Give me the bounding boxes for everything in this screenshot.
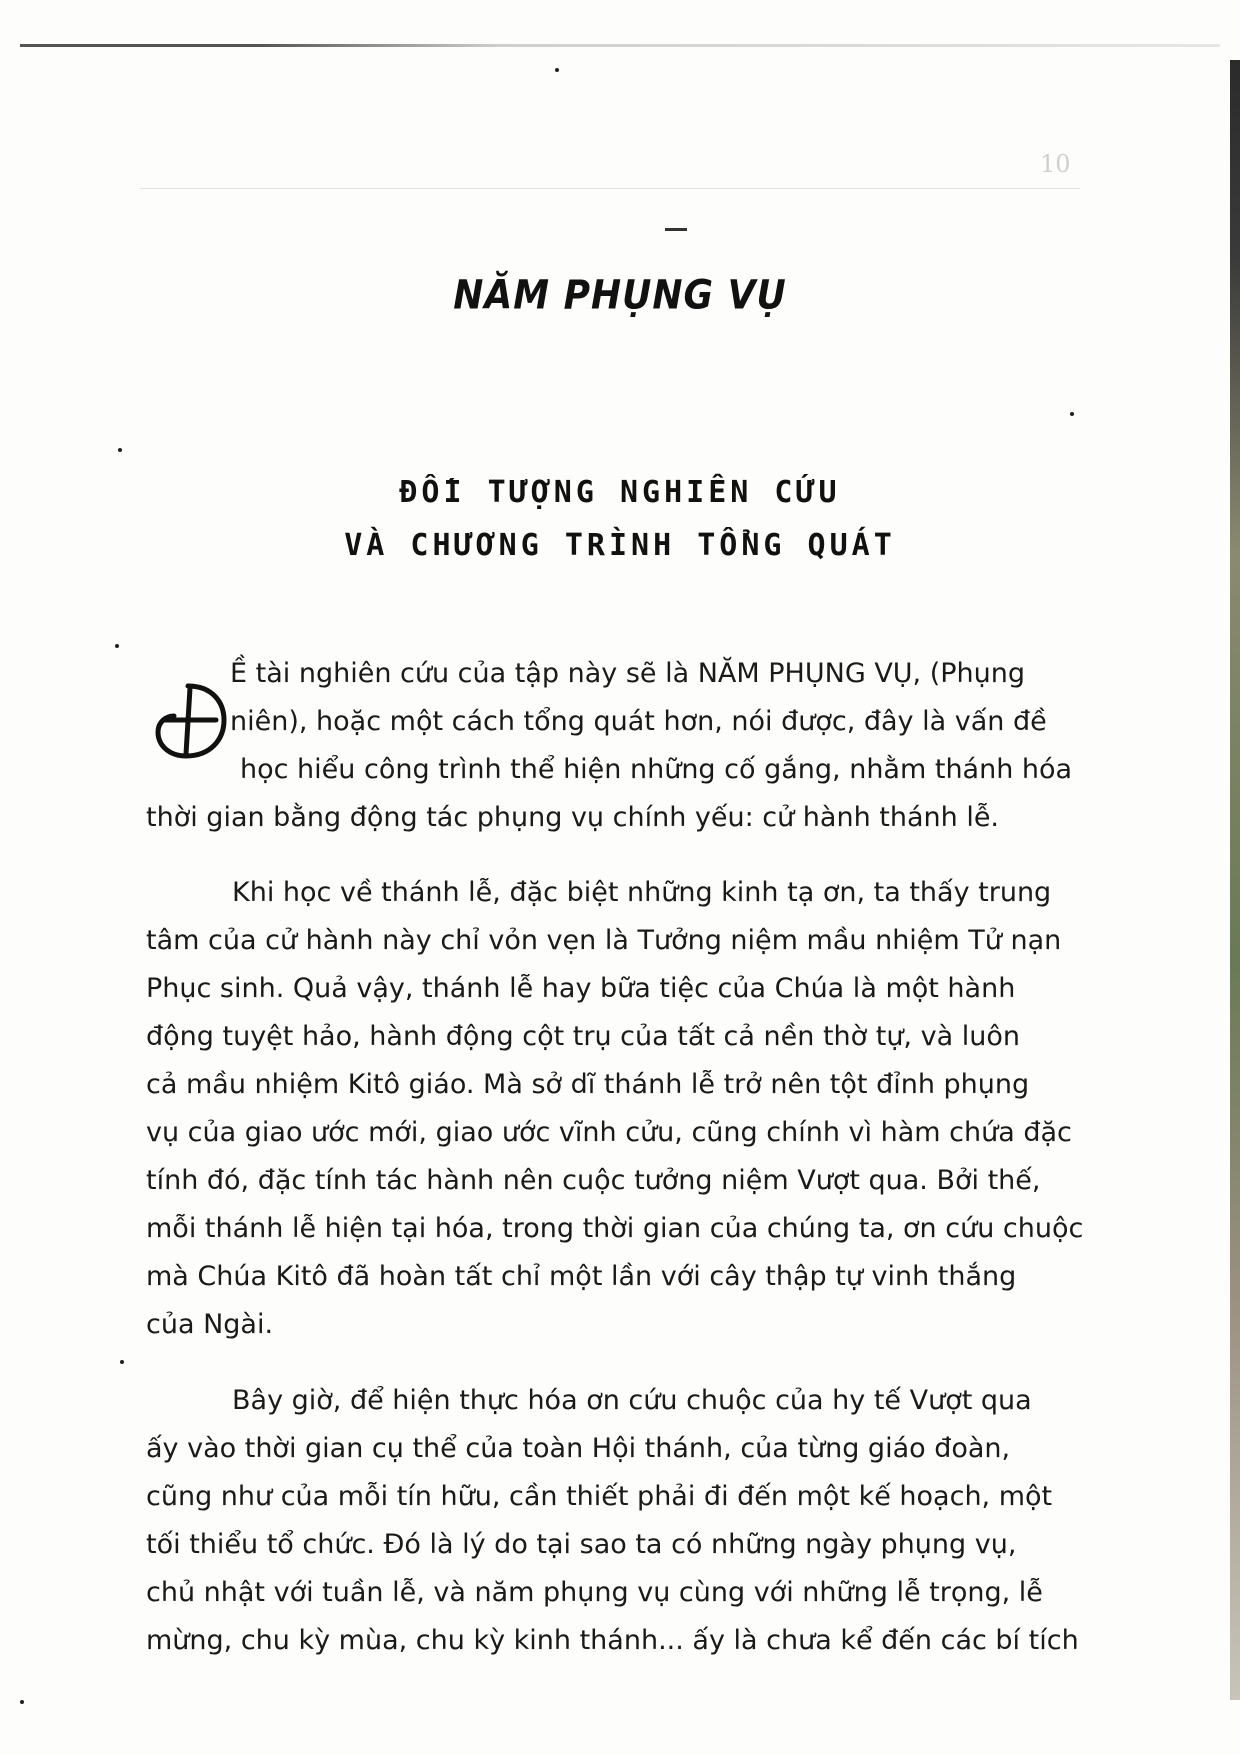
paragraph-2-line: của Ngài. (146, 1309, 274, 1340)
paragraph-3-line: chủ nhật với tuần lễ, và năm phụng vụ cùng với những lễ trọng, lễ (146, 1577, 1043, 1608)
scan-speck (20, 1700, 24, 1704)
paragraph-3-line: tối thiểu tổ chức. Đó là lý do tại sao ta có những ngày phụng vụ, (146, 1529, 1017, 1560)
paragraph-2-line: tâm của cử hành này chỉ vỏn vẹn là Tưởng niệm mầu nhiệm Tử nạn (146, 925, 1062, 956)
paragraph-2-line: vụ của giao ước mới, giao ước vĩnh cửu, cũng chính vì hàm chứa đặc (146, 1117, 1072, 1148)
paragraph-2-line: Khi học về thánh lễ, đặc biệt những kinh tạ ơn, ta thấy trung (232, 877, 1052, 908)
paragraph-1-line: thời gian bằng động tác phụng vụ chính yếu: cử hành thánh lễ. (146, 802, 1000, 833)
paragraph-2-line: mà Chúa Kitô đã hoàn tất chỉ một lần với cây thập tự vinh thắng (146, 1261, 1017, 1292)
paragraph-2-line: động tuyệt hảo, hành động cột trụ của tất cả nền thờ tự, và luôn (146, 1021, 1020, 1052)
paragraph-3 (146, 1377, 1079, 1665)
paragraph-2-line: Phục sinh. Quả vậy, thánh lễ hay bữa tiệc của Chúa là một hành (146, 973, 1016, 1004)
paragraph-1-line: niên), hoặc một cách tổng quát hơn, nói được, đây là vấn đề (230, 706, 1047, 737)
page-top-edge (20, 44, 1220, 47)
section-title-line1: ĐỐI TƯỢNG NGHIÊN CỨU (399, 475, 841, 510)
paragraph-3-line: Bây giờ, để hiện thực hóa ơn cứu chuộc của hy tế Vượt qua (232, 1385, 1032, 1416)
paragraph-2-line: mỗi thánh lễ hiện tại hóa, trong thời gian của chúng ta, ơn cứu chuộc (146, 1213, 1084, 1244)
book-spine-edge (1230, 60, 1240, 1700)
section-title-line2: VÀ CHƯƠNG TRÌNH TỔNG QUÁT (344, 528, 896, 563)
scan-speck (555, 68, 559, 72)
scan-speck (115, 644, 119, 648)
running-head-faint (140, 160, 1080, 189)
scan-speck (120, 1360, 124, 1364)
decorative-dash (665, 228, 687, 231)
paragraph-3-line: mừng, chu kỳ mùa, chu kỳ kinh thánh... ấy là chưa kể đến các bí tích (146, 1625, 1079, 1656)
scan-speck (118, 448, 122, 452)
scan-speck (1070, 412, 1074, 416)
paragraph-2-line: tính đó, đặc tính tác hành nên cuộc tưởng niệm Vượt qua. Bởi thế, (146, 1165, 1041, 1196)
part-title: NĂM PHỤNG VỤ (453, 272, 787, 319)
paragraph-2-line: cả mầu nhiệm Kitô giáo. Mà sở dĩ thánh lễ trở nên tột đỉnh phụng (146, 1069, 1030, 1100)
paragraph-3-line: ấy vào thời gian cụ thể của toàn Hội thánh, của từng giáo đoàn, (146, 1433, 1011, 1464)
page-number: 10 (1040, 150, 1071, 178)
paragraph-1-line: Ề tài nghiên cứu của tập này sẽ là NĂM PHỤNG VỤ, (Phụng (230, 658, 1026, 689)
paragraph-3-line: cũng như của mỗi tín hữu, cần thiết phải đi đến một kế hoạch, một (146, 1481, 1053, 1512)
paragraph-1-line: học hiểu công trình thể hiện những cố gắng, nhằm thánh hóa (240, 754, 1073, 785)
paragraph-1 (146, 650, 1076, 842)
paragraph-2 (146, 869, 1084, 1349)
